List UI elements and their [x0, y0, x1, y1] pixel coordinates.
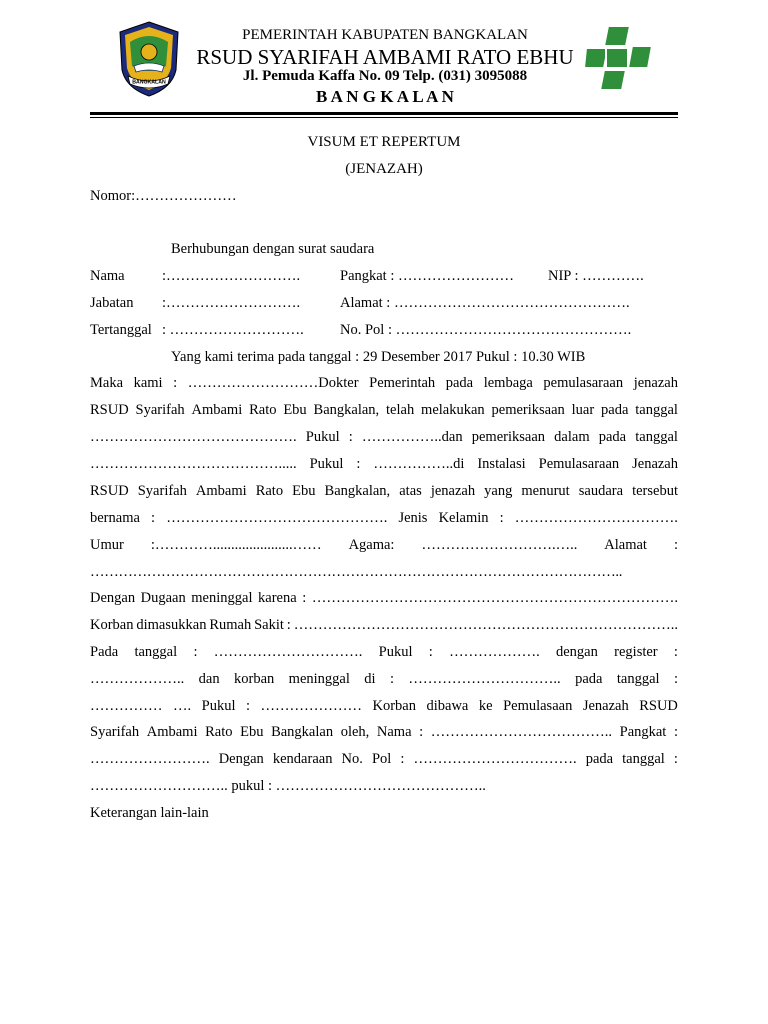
received-line: Yang kami terima pada tanggal : 29 Desember 2017 Pukul : 10.30 WIB: [171, 349, 586, 365]
header-divider-thick: [90, 112, 678, 115]
paragraph-line: ……………….. dan korban meninggal di : ………………………….. pada tanggal :: [90, 671, 678, 687]
paragraph-line: Pada tanggal : …………………………. Pukul : ………………. dengan register :: [90, 644, 678, 660]
intro-text: Berhubungan dengan surat saudara: [171, 241, 375, 257]
nomor-field: Nomor:…………………: [90, 188, 237, 204]
header-government: PEMERINTAH KABUPATEN BANGKALAN: [242, 27, 528, 43]
field-nama-label: Nama: [90, 268, 125, 284]
paragraph-line: …………………………………………………………………………………………………..: [90, 564, 623, 580]
paragraph-line: …………… …. Pukul : ………………… Korban dibawa ke Pemulasaan Jenazah RSUD: [90, 698, 678, 714]
header-city: B A N G K A L A N: [316, 87, 454, 106]
field-nip: NIP : ………….: [548, 268, 644, 284]
paragraph-line: ……………………. Dengan kendaraan No. Pol : ……………………………. pada tanggal :: [90, 751, 678, 767]
header-divider-thin: [90, 117, 678, 118]
field-jabatan-value: :……………………….: [162, 295, 301, 311]
paragraph-line: RSUD Syarifah Ambami Rato Ebu Bangkalan, telah melakukan pemeriksaan luar pada tanggal: [90, 402, 678, 418]
paragraph-line: RSUD Syarifah Ambami Rato Ebu Bangkalan, atas jenazah yang menurut saudara tersebut: [90, 483, 678, 499]
field-pangkat: Pangkat : ……………………: [340, 268, 514, 284]
field-nama-value: :……………………….: [162, 268, 301, 284]
svg-text:BANGKALAN: BANGKALAN: [132, 79, 166, 86]
paragraph-line: bernama : ………………………………………. Jenis Kelamin : …………………………….: [90, 510, 678, 526]
paragraph-last-line: ……………………….. pukul : ……………………………………..: [90, 778, 486, 794]
field-tertanggal-label: Tertanggal: [90, 322, 152, 338]
field-jabatan-label: Jabatan: [90, 295, 134, 311]
field-tertanggal-value: : ……………………….: [162, 322, 304, 338]
document-title: VISUM ET REPERTUM: [307, 134, 461, 150]
paragraph-line: Maka kami : ………………………Dokter Pemerintah pada lembaga pemulasaraan jenazah: [90, 375, 678, 391]
header-address: Jl. Pemuda Kaffa No. 09 Telp. (031) 3095088: [242, 68, 528, 84]
field-no-pol: No. Pol : ………………………………………….: [340, 322, 632, 338]
document-subtitle: (JENAZAH): [345, 161, 423, 177]
paragraph-line: …………………………………..... Pukul : ……………..di Instalasi Pemulasaraan Jenazah: [90, 456, 678, 472]
paragraph-line: Umur :…………......................…… Agama: ……………………….….. Alamat :: [90, 537, 678, 553]
field-alamat: Alamat : ………………………………………….: [340, 295, 630, 311]
header-hospital-name: RSUD SYARIFAH AMBAMI RATO EBHU: [196, 45, 574, 69]
paragraph-line: Syarifah Ambami Rato Ebu Bangkalan oleh, Nama : ……………………………….. Pangkat :: [90, 724, 678, 740]
keterangan-label: Keterangan lain-lain: [90, 805, 209, 821]
dugaan-line: Dengan Dugaan meninggal karena : ………………………………………………………………….: [90, 590, 678, 606]
korban-masuk-line: Korban dimasukkan Rumah Sakit : ……………………………………………………………………..: [90, 617, 678, 633]
paragraph-line: ……………………………………. Pukul : ……………..dan pemeriksaan dalam pada tanggal: [90, 429, 678, 445]
